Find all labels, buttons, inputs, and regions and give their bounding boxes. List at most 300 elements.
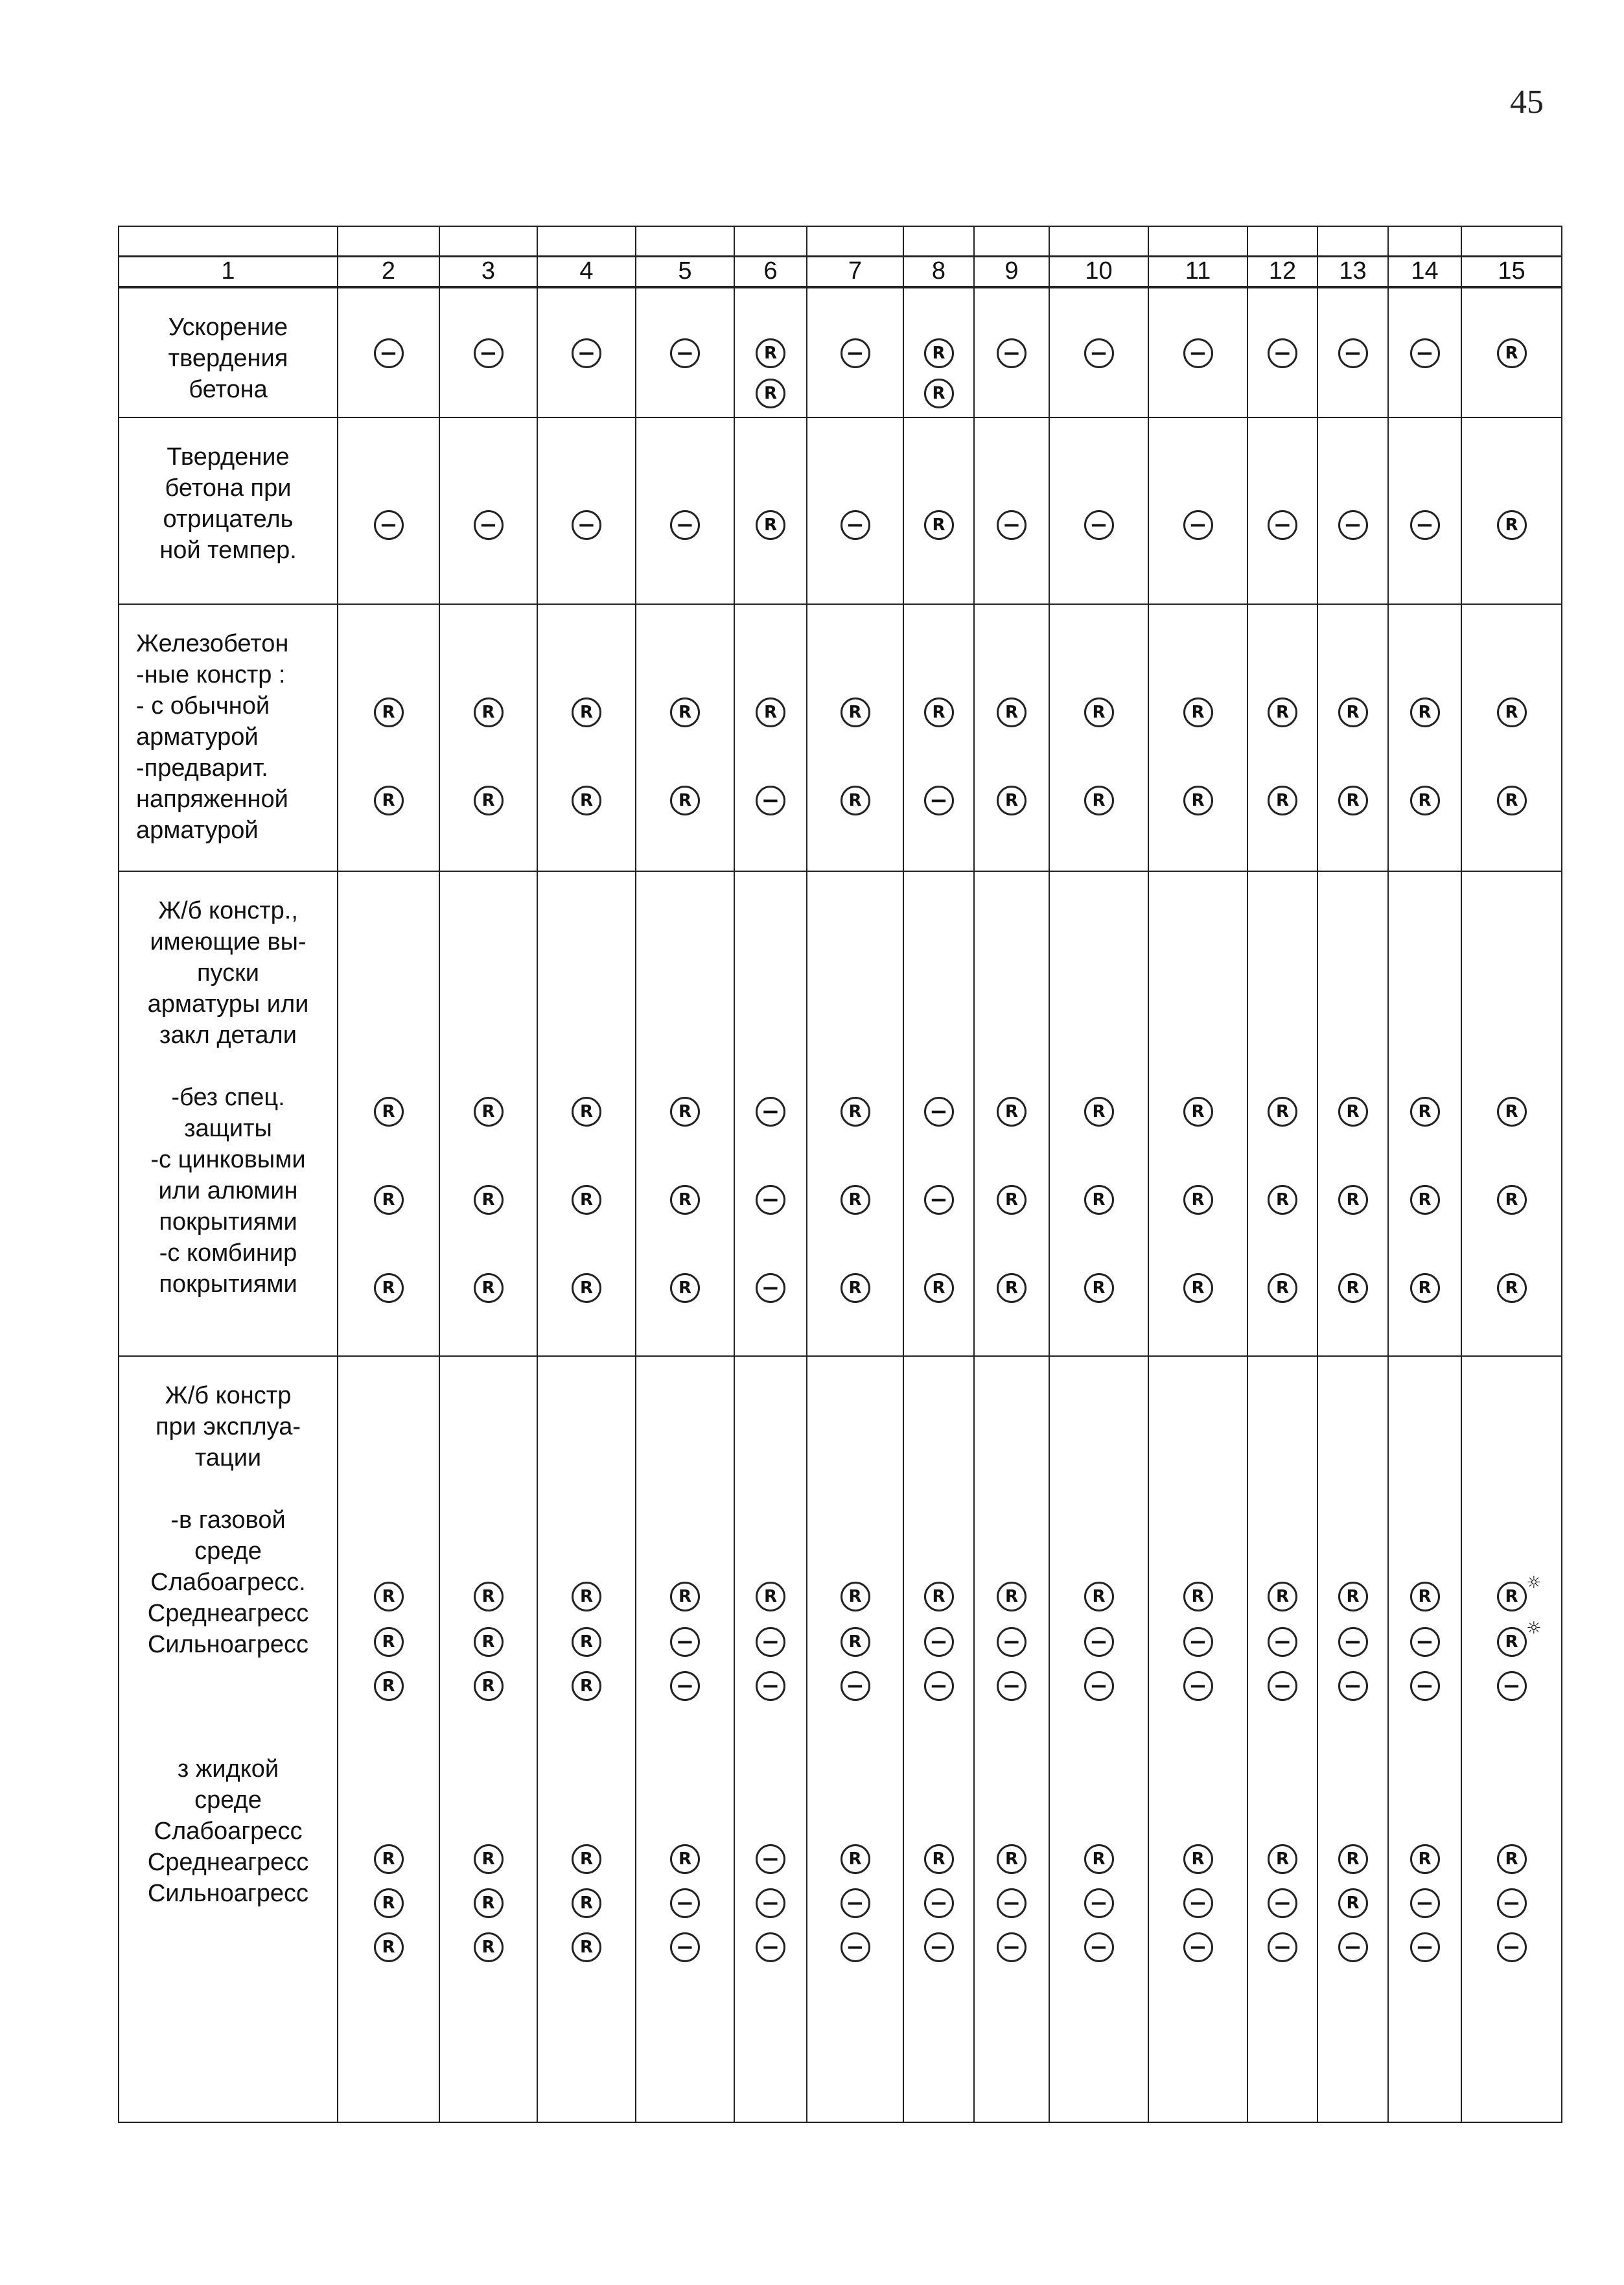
value-cell-col-2: [338, 287, 439, 417]
not-permitted-symbol: −: [1268, 1627, 1297, 1657]
value-cell-col-3: [439, 417, 537, 604]
permitted-symbol: R: [670, 1273, 700, 1303]
not-permitted-symbol: −: [1338, 338, 1368, 368]
header-spacer-cell: [1461, 226, 1562, 257]
header-spacer-cell: [734, 226, 807, 257]
value-cell-col-7: [807, 1356, 903, 2122]
row-label-line: среде: [194, 1538, 262, 1565]
not-permitted-symbol: −: [1268, 510, 1297, 540]
permitted-symbol: R: [572, 1627, 601, 1657]
value-cell-col-13: [1317, 604, 1388, 871]
row-label-line: или алюмин: [158, 1177, 298, 1204]
not-permitted-symbol: −: [1183, 1671, 1213, 1701]
permitted-symbol: R: [670, 1582, 700, 1611]
not-permitted-symbol: −: [924, 1671, 954, 1701]
section-row-embedded: [119, 871, 1562, 1356]
header-spacer-cell: [1148, 226, 1247, 257]
not-permitted-symbol: −: [1410, 1627, 1440, 1657]
permitted-symbol: R: [374, 1671, 404, 1701]
permitted-symbol: R: [374, 1888, 404, 1918]
not-permitted-symbol: −: [997, 338, 1027, 368]
permitted-symbol: R: [997, 697, 1027, 727]
value-cell-col-13: [1317, 417, 1388, 604]
header-spacer-cell: [119, 226, 338, 257]
row-label-line: пуски: [196, 959, 259, 987]
not-permitted-symbol: −: [1410, 1888, 1440, 1918]
not-permitted-symbol: −: [670, 1671, 700, 1701]
value-cell-col-10: [1049, 287, 1148, 417]
value-cell-col-7: [807, 604, 903, 871]
not-permitted-symbol: −: [997, 510, 1027, 540]
permitted-symbol: R: [1183, 1582, 1213, 1611]
not-permitted-symbol: −: [756, 1888, 785, 1918]
value-cell-col-11: [1148, 871, 1247, 1356]
permitted-symbol: R: [1497, 1844, 1527, 1874]
row-label-line: защиты: [184, 1115, 272, 1142]
permitted-symbol: R: [670, 1844, 700, 1874]
permitted-symbol: R: [1268, 1273, 1297, 1303]
not-permitted-symbol: −: [670, 1888, 700, 1918]
row-label-line: Ж/б констр: [165, 1382, 292, 1409]
header-spacer-cell: [338, 226, 439, 257]
permitted-symbol: R: [1183, 1097, 1213, 1127]
permitted-symbol: R: [572, 1097, 601, 1127]
header-spacer-cell: [439, 226, 537, 257]
column-number-3: 3: [439, 257, 537, 288]
row-label-line: Среднеагресс: [147, 1600, 309, 1627]
permitted-symbol: R: [474, 1671, 504, 1701]
permitted-symbol: R: [1497, 510, 1527, 540]
value-cell-col-5: [636, 287, 734, 417]
permitted-symbol: R: [1268, 1582, 1297, 1611]
permitted-symbol: R: [924, 1844, 954, 1874]
value-cell-col-6: [734, 604, 807, 871]
column-number-6: 6: [734, 257, 807, 288]
permitted-symbol: R: [1084, 1185, 1114, 1215]
row-label-line: -с комбинир: [159, 1239, 297, 1267]
row-label-line: -с цинковыми: [150, 1146, 306, 1173]
permitted-symbol: R ☼: [1497, 1582, 1527, 1611]
permitted-symbol: R: [572, 1888, 601, 1918]
permitted-symbol: R: [997, 1582, 1027, 1611]
value-cell-col-8: [903, 871, 974, 1356]
value-cell-col-2: [338, 1356, 439, 2122]
column-number-5: 5: [636, 257, 734, 288]
permitted-symbol: R: [997, 786, 1027, 815]
not-permitted-symbol: −: [1410, 510, 1440, 540]
value-cell-col-12: [1247, 604, 1317, 871]
not-permitted-symbol: −: [997, 1671, 1027, 1701]
value-cell-col-13: [1317, 1356, 1388, 2122]
not-permitted-symbol: −: [841, 1888, 870, 1918]
permitted-symbol: R: [1268, 1185, 1297, 1215]
row-label-line: покрытиями: [159, 1271, 297, 1298]
value-cell-col-15: [1461, 1356, 1562, 2122]
value-cell-col-11: [1148, 1356, 1247, 2122]
row-label: [119, 417, 338, 604]
permitted-symbol: R: [1183, 697, 1213, 727]
permitted-symbol: R: [1410, 1185, 1440, 1215]
row-label-line: среде: [194, 1787, 262, 1814]
permitted-symbol: R: [374, 786, 404, 815]
not-permitted-symbol: −: [1338, 510, 1368, 540]
not-permitted-symbol: −: [756, 1097, 785, 1127]
not-permitted-symbol: −: [841, 338, 870, 368]
permitted-symbol: R: [1084, 1844, 1114, 1874]
permitted-symbol: R: [1410, 697, 1440, 727]
not-permitted-symbol: −: [1497, 1671, 1527, 1701]
row-label-line: [119, 1660, 337, 1691]
section-row-service: [119, 1356, 1562, 2122]
permitted-symbol: R: [1338, 1185, 1368, 1215]
permitted-symbol: R: [841, 1627, 870, 1657]
value-cell-col-13: [1317, 871, 1388, 1356]
row-label-line: Сильноагресс: [147, 1631, 309, 1658]
header-spacer-cell: [974, 226, 1049, 257]
permitted-symbol: R: [1497, 1097, 1527, 1127]
not-permitted-symbol: −: [1183, 1932, 1213, 1962]
permitted-symbol: R: [756, 379, 785, 408]
permitted-symbol: R: [1084, 1273, 1114, 1303]
column-number-2: 2: [338, 257, 439, 288]
permitted-symbol: R: [474, 1844, 504, 1874]
value-cell-col-15: [1461, 871, 1562, 1356]
value-cell-col-12: [1247, 287, 1317, 417]
permitted-symbol: R: [374, 697, 404, 727]
not-permitted-symbol: −: [1268, 1671, 1297, 1701]
value-cell-col-6: [734, 871, 807, 1356]
permitted-symbol: R: [1338, 1844, 1368, 1874]
not-permitted-symbol: −: [841, 1671, 870, 1701]
row-label-line: Ускорение: [168, 314, 288, 341]
not-permitted-symbol: −: [374, 510, 404, 540]
permitted-symbol: R: [1338, 1582, 1368, 1611]
column-number-14: 14: [1388, 257, 1461, 288]
value-cell-col-3: [439, 604, 537, 871]
not-permitted-symbol: −: [1338, 1627, 1368, 1657]
not-permitted-symbol: −: [756, 1185, 785, 1215]
not-permitted-symbol: −: [997, 1627, 1027, 1657]
footnote-mark-icon: ☼: [1526, 1573, 1542, 1593]
footnote-mark-icon: ☼: [1526, 1619, 1542, 1638]
not-permitted-symbol: −: [1410, 338, 1440, 368]
row-label-line: -без спец.: [171, 1084, 285, 1111]
permitted-symbol: R: [1183, 1273, 1213, 1303]
value-cell-col-5: [636, 1356, 734, 2122]
page-number: 45: [1510, 84, 1544, 121]
column-number-9: 9: [974, 257, 1049, 288]
not-permitted-symbol: −: [474, 338, 504, 368]
value-cell-col-15: [1461, 287, 1562, 417]
section-row-rc: [119, 604, 1562, 871]
not-permitted-symbol: −: [1084, 1932, 1114, 1962]
header-spacer-row: [119, 226, 1562, 257]
permitted-symbol: R: [1084, 697, 1114, 727]
header-spacer-cell: [903, 226, 974, 257]
value-cell-col-7: [807, 871, 903, 1356]
not-permitted-symbol: −: [924, 1888, 954, 1918]
permitted-symbol: R: [841, 697, 870, 727]
row-label-line: [119, 1473, 337, 1505]
value-cell-col-10: [1049, 1356, 1148, 2122]
permitted-symbol: R: [670, 1097, 700, 1127]
permitted-symbol: R: [374, 1582, 404, 1611]
row-label-line: Ж/б констр.,: [158, 897, 298, 924]
value-cell-col-2: [338, 871, 439, 1356]
value-cell-col-9: [974, 287, 1049, 417]
not-permitted-symbol: −: [1268, 338, 1297, 368]
row-label: [119, 1356, 338, 2122]
permitted-symbol: R: [1338, 1097, 1368, 1127]
not-permitted-symbol: −: [1410, 1671, 1440, 1701]
not-permitted-symbol: −: [924, 1097, 954, 1127]
row-label-line: твердения: [168, 345, 288, 372]
value-cell-col-7: [807, 417, 903, 604]
value-cell-col-12: [1247, 871, 1317, 1356]
permitted-symbol: R: [1338, 697, 1368, 727]
row-label-line: тации: [194, 1444, 262, 1471]
permitted-symbol: R: [1183, 1844, 1213, 1874]
permitted-symbol: R: [756, 510, 785, 540]
value-cell-col-10: [1049, 417, 1148, 604]
permitted-symbol: R: [572, 697, 601, 727]
permitted-symbol: R: [1183, 786, 1213, 815]
value-cell-col-9: [974, 604, 1049, 871]
value-cell-col-7: [807, 287, 903, 417]
permitted-symbol: R: [374, 1273, 404, 1303]
not-permitted-symbol: −: [1497, 1932, 1527, 1962]
value-cell-col-8: [903, 604, 974, 871]
permitted-symbol: R: [374, 1627, 404, 1657]
permitted-symbol: R: [1268, 786, 1297, 815]
value-cell-col-14: [1388, 1356, 1461, 2122]
permitted-symbol: R: [997, 1273, 1027, 1303]
value-cell-col-9: [974, 1356, 1049, 2122]
row-label-line: - с обычной: [136, 692, 270, 720]
value-cell-col-4: [537, 1356, 636, 2122]
permitted-symbol: R: [1410, 1582, 1440, 1611]
permitted-symbol: R: [474, 1582, 504, 1611]
value-cell-col-13: [1317, 287, 1388, 417]
permitted-symbol: R: [572, 1582, 601, 1611]
header-spacer-cell: [1317, 226, 1388, 257]
not-permitted-symbol: −: [841, 1932, 870, 1962]
not-permitted-symbol: −: [1084, 1627, 1114, 1657]
permitted-symbol: R ☼: [1497, 1627, 1527, 1657]
permitted-symbol: R: [924, 697, 954, 727]
compatibility-table: [118, 226, 1562, 2123]
column-number-11: 11: [1148, 257, 1247, 288]
value-cell-col-15: [1461, 417, 1562, 604]
row-label-line: арматурой: [136, 723, 259, 751]
not-permitted-symbol: −: [572, 510, 601, 540]
header-spacer-cell: [1388, 226, 1461, 257]
value-cell-col-8: [903, 1356, 974, 2122]
permitted-symbol: R: [1268, 697, 1297, 727]
permitted-symbol: R: [1410, 1844, 1440, 1874]
value-cell-col-12: [1247, 417, 1317, 604]
permitted-symbol: R: [1268, 1844, 1297, 1874]
value-cell-col-5: [636, 871, 734, 1356]
not-permitted-symbol: −: [670, 1627, 700, 1657]
row-label-line: Слабоагресс.: [150, 1569, 306, 1596]
header-spacer-cell: [537, 226, 636, 257]
permitted-symbol: R: [924, 1273, 954, 1303]
row-label: [119, 604, 338, 871]
not-permitted-symbol: −: [756, 1932, 785, 1962]
row-label-line: закл детали: [159, 1022, 297, 1049]
value-cell-col-3: [439, 1356, 537, 2122]
column-number-row: [119, 257, 1562, 288]
row-label-line: -ные констр :: [136, 661, 286, 688]
not-permitted-symbol: −: [1183, 1627, 1213, 1657]
value-cell-col-5: [636, 417, 734, 604]
permitted-symbol: R: [474, 1097, 504, 1127]
value-cell-col-6: [734, 417, 807, 604]
value-cell-col-10: [1049, 871, 1148, 1356]
row-label-line: [119, 1722, 337, 1753]
not-permitted-symbol: −: [756, 1273, 785, 1303]
permitted-symbol: R: [1410, 786, 1440, 815]
not-permitted-symbol: −: [924, 1932, 954, 1962]
permitted-symbol: R: [374, 1844, 404, 1874]
not-permitted-symbol: −: [756, 786, 785, 815]
not-permitted-symbol: −: [997, 1932, 1027, 1962]
not-permitted-symbol: −: [1410, 1932, 1440, 1962]
permitted-symbol: R: [572, 1273, 601, 1303]
header-spacer-cell: [807, 226, 903, 257]
column-number-13: 13: [1317, 257, 1388, 288]
permitted-symbol: R: [1084, 1582, 1114, 1611]
row-label-line: напряженной: [136, 786, 288, 813]
not-permitted-symbol: −: [1183, 338, 1213, 368]
row-label-line: з жидкой: [177, 1755, 279, 1783]
not-permitted-symbol: −: [924, 1185, 954, 1215]
value-cell-col-5: [636, 604, 734, 871]
column-number-15: 15: [1461, 257, 1562, 288]
section-row-negtemp: [119, 417, 1562, 604]
permitted-symbol: R: [572, 1932, 601, 1962]
value-cell-col-14: [1388, 287, 1461, 417]
permitted-symbol: R: [1183, 1185, 1213, 1215]
not-permitted-symbol: −: [670, 338, 700, 368]
value-cell-col-9: [974, 871, 1049, 1356]
value-cell-col-4: [537, 287, 636, 417]
permitted-symbol: R: [474, 697, 504, 727]
value-cell-col-4: [537, 417, 636, 604]
permitted-symbol: R: [841, 1097, 870, 1127]
permitted-symbol: R: [572, 1671, 601, 1701]
permitted-symbol: R: [1497, 786, 1527, 815]
not-permitted-symbol: −: [924, 1627, 954, 1657]
value-cell-col-14: [1388, 871, 1461, 1356]
row-label-line: ной темпер.: [159, 537, 297, 564]
permitted-symbol: R: [474, 1888, 504, 1918]
permitted-symbol: R: [756, 1582, 785, 1611]
permitted-symbol: R: [1338, 1273, 1368, 1303]
permitted-symbol: R: [1338, 786, 1368, 815]
not-permitted-symbol: −: [1268, 1888, 1297, 1918]
not-permitted-symbol: −: [374, 338, 404, 368]
permitted-symbol: R: [924, 379, 954, 408]
permitted-symbol: R: [997, 1097, 1027, 1127]
permitted-symbol: R: [474, 1932, 504, 1962]
not-permitted-symbol: −: [756, 1844, 785, 1874]
permitted-symbol: R: [1497, 1273, 1527, 1303]
permitted-symbol: R: [1084, 1097, 1114, 1127]
value-cell-col-10: [1049, 604, 1148, 871]
permitted-symbol: R: [841, 1844, 870, 1874]
value-cell-col-2: [338, 417, 439, 604]
permitted-symbol: R: [1497, 1185, 1527, 1215]
not-permitted-symbol: −: [474, 510, 504, 540]
value-cell-col-3: [439, 871, 537, 1356]
permitted-symbol: R: [474, 1273, 504, 1303]
permitted-symbol: R: [756, 338, 785, 368]
row-label-line: [119, 1691, 337, 1722]
permitted-symbol: R: [572, 786, 601, 815]
permitted-symbol: R: [1410, 1273, 1440, 1303]
row-label-line: Среднеагресс: [147, 1849, 309, 1876]
permitted-symbol: R: [1497, 338, 1527, 368]
permitted-symbol: R: [841, 1185, 870, 1215]
row-label: [119, 287, 338, 417]
row-label-line: имеющие вы-: [150, 928, 307, 955]
row-label-line: бетона при: [165, 475, 292, 502]
header-spacer-cell: [636, 226, 734, 257]
row-label-line: Слабоагресс: [154, 1818, 303, 1845]
section-row-accel: [119, 287, 1562, 417]
not-permitted-symbol: −: [924, 786, 954, 815]
row-label-line: отрицатель: [163, 506, 294, 533]
permitted-symbol: R: [670, 1185, 700, 1215]
value-cell-col-9: [974, 417, 1049, 604]
permitted-symbol: R: [474, 1627, 504, 1657]
row-label-line: [119, 1051, 337, 1082]
permitted-symbol: R: [572, 1844, 601, 1874]
row-label-line: покрытиями: [159, 1208, 297, 1236]
value-cell-col-12: [1247, 1356, 1317, 2122]
permitted-symbol: R: [1338, 1888, 1368, 1918]
value-cell-col-11: [1148, 417, 1247, 604]
value-cell-col-8: [903, 287, 974, 417]
not-permitted-symbol: −: [670, 510, 700, 540]
not-permitted-symbol: −: [670, 1932, 700, 1962]
column-number-12: 12: [1247, 257, 1317, 288]
permitted-symbol: R: [997, 1185, 1027, 1215]
permitted-symbol: R: [841, 1273, 870, 1303]
permitted-symbol: R: [841, 1582, 870, 1611]
not-permitted-symbol: −: [1183, 510, 1213, 540]
not-permitted-symbol: −: [1183, 1888, 1213, 1918]
permitted-symbol: R: [374, 1097, 404, 1127]
permitted-symbol: R: [1497, 697, 1527, 727]
row-label-line: -предварит.: [136, 755, 268, 782]
not-permitted-symbol: −: [1084, 338, 1114, 368]
not-permitted-symbol: −: [1084, 510, 1114, 540]
row-label-line: арматуры или: [147, 990, 309, 1018]
permitted-symbol: R: [474, 1185, 504, 1215]
not-permitted-symbol: −: [1084, 1888, 1114, 1918]
header-spacer-cell: [1247, 226, 1317, 257]
permitted-symbol: R: [924, 1582, 954, 1611]
row-label: [119, 871, 338, 1356]
not-permitted-symbol: −: [1338, 1671, 1368, 1701]
permitted-symbol: R: [1084, 786, 1114, 815]
not-permitted-symbol: −: [1084, 1671, 1114, 1701]
column-number-10: 10: [1049, 257, 1148, 288]
permitted-symbol: R: [670, 697, 700, 727]
